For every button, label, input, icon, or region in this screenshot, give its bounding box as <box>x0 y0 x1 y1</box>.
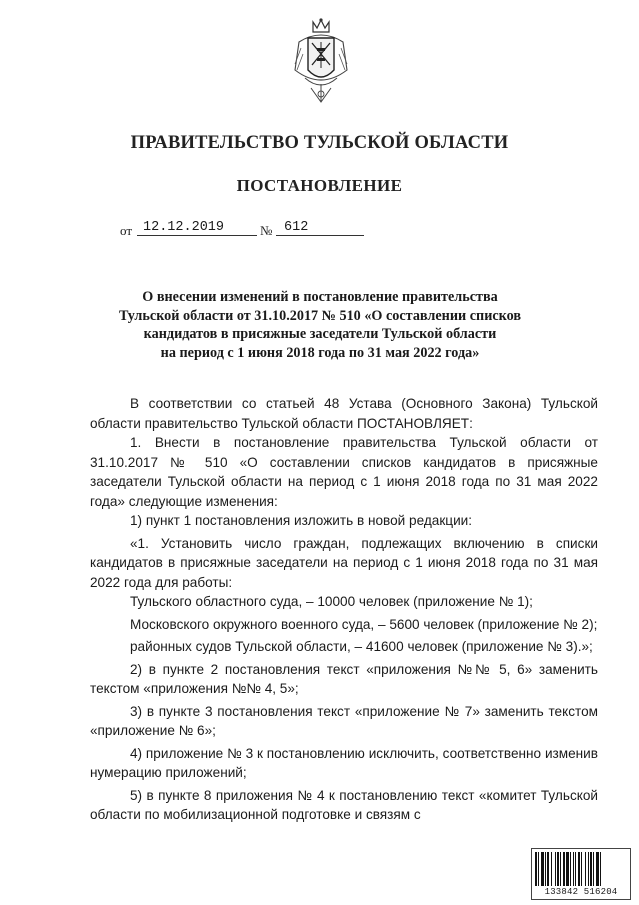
body-paragraph: В соответствии со статьей 48 Устава (Основного Закона) Тульской области правительство Тульской области ПОСТАНОВЛЯЕТ: <box>90 396 598 431</box>
body-paragraph: Тульского областного суда, – 10000 человек (приложение № 1); <box>130 594 533 609</box>
date-label: от <box>120 223 133 238</box>
body-paragraph: «1. Установить число граждан, подлежащих включению в списки кандидатов в присяжные заседатели на период с 1 июня 2018 года по 31 мая 2022 года для работы: <box>90 535 598 590</box>
coat-of-arms-emblem <box>291 18 351 106</box>
body-paragraph: 2) в пункте 2 постановления текст «приложения №№ 5, 6» заменить текстом «приложения №№ 4, 5»; <box>90 661 598 696</box>
subject-line: О внесении изменений в постановление правительства <box>142 289 498 305</box>
body-paragraph: 1) пункт 1 постановления изложить в новой редакции: <box>130 513 473 528</box>
body-paragraph: 3) в пункте 3 постановления текст «приложение № 7» заменить текстом «приложение № 6»; <box>90 703 598 738</box>
government-name-heading: ПРАВИТЕЛЬСТВО ТУЛЬСКОЙ ОБЛАСТИ <box>130 133 509 153</box>
barcode-number: 133842 516204 <box>544 887 618 897</box>
body-paragraph: районных судов Тульской области, – 41600 человек (приложение № 3).»; <box>130 639 593 654</box>
subject-line: кандидатов в присяжные заседатели Тульской области <box>143 326 497 343</box>
subject-line: Тульской области от 31.10.2017 № 510 «О составлении списков <box>118 307 522 324</box>
body-paragraph: Московского окружного военного суда, – 5600 человек (приложение № 2); <box>130 616 598 632</box>
decree-subject <box>90 288 550 362</box>
body-paragraph: 1. Внести в постановление правительства Тульской области от 31.10.2017 № 510 «О составлении списков кандидатов в присяжные заседатели Тульской области на период с 1 июня 2018 года по 31 мая 2022 года» следующие изменения: <box>90 435 598 509</box>
decree-date: 12.12.2019 <box>137 219 257 236</box>
document-type-heading: ПОСТАНОВЛЕНИЕ <box>236 176 403 195</box>
decree-number: 612 <box>276 219 364 236</box>
number-label: № <box>260 223 273 238</box>
decree-body <box>90 394 598 828</box>
decree-meta <box>120 219 380 239</box>
body-paragraph: 5) в пункте 8 приложения № 4 к постановлению текст «комитет Тульской области по мобилизационной подготовке и связям с <box>90 787 598 822</box>
body-paragraph: 4) приложение № 3 к постановлению исключить, соответственно изменив нумерацию приложений; <box>90 745 598 780</box>
barcode-icon <box>535 852 627 886</box>
subject-line: на период с 1 июня 2018 года по 31 мая 2022 года» <box>160 344 480 361</box>
barcode-label <box>531 848 631 900</box>
